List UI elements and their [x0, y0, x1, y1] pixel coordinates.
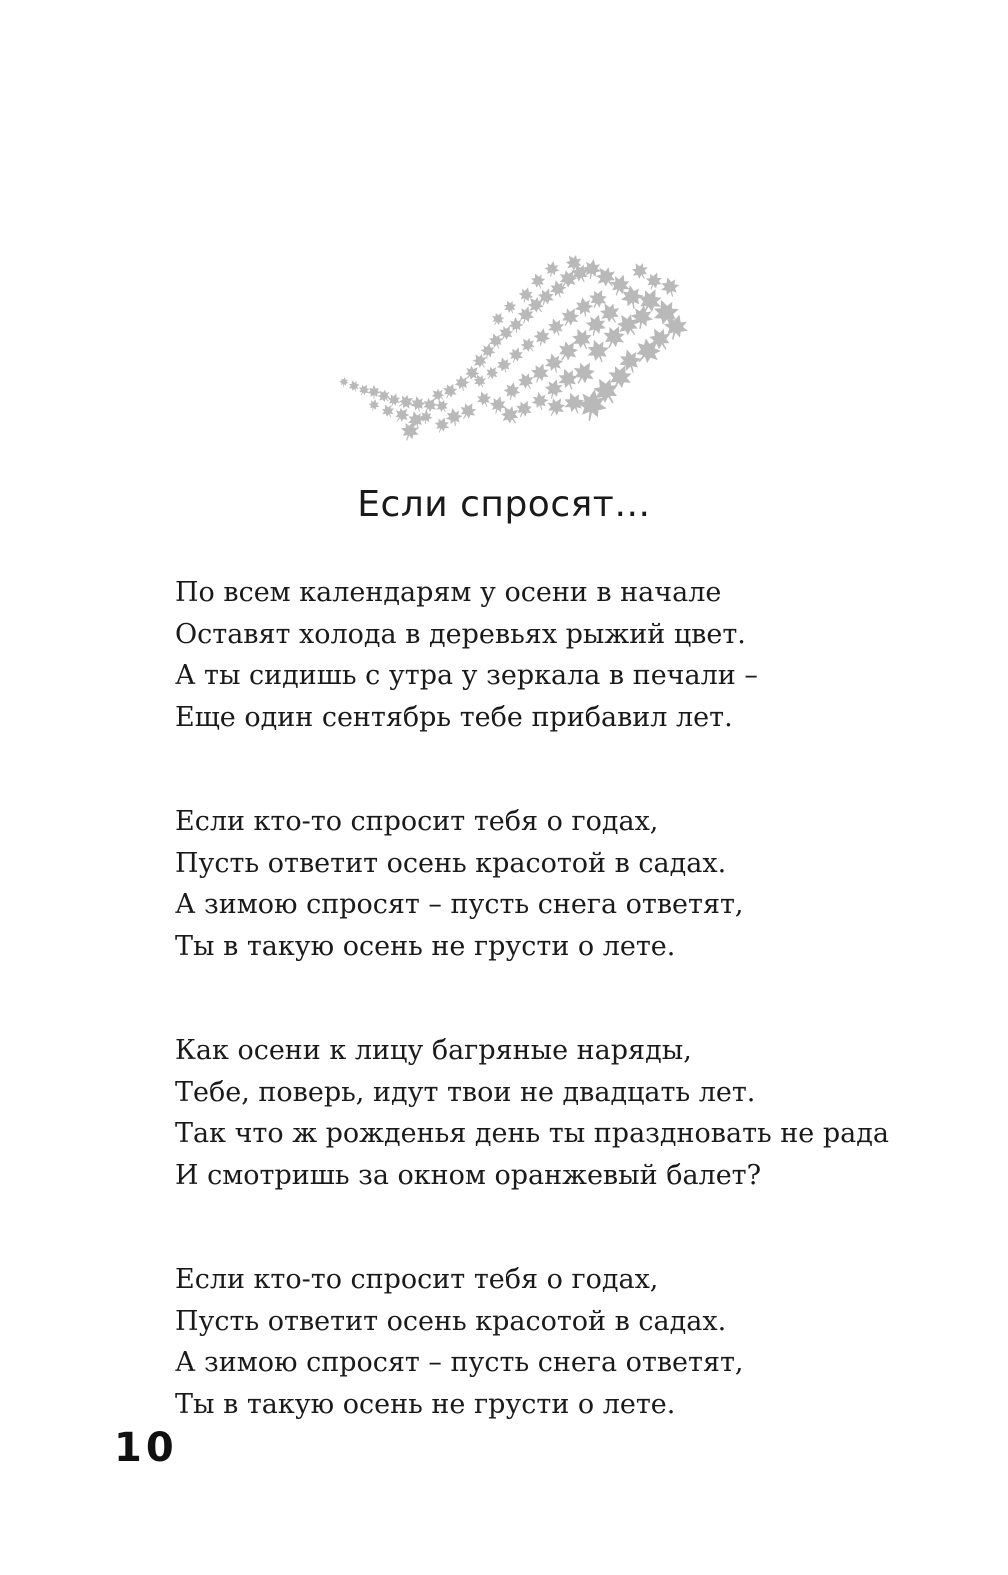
leaf-icon	[501, 298, 519, 316]
poem-body	[175, 572, 975, 1488]
stanza	[175, 1030, 975, 1196]
leaf-icon	[658, 275, 682, 299]
poem-line: Если кто-то спросит тебя о годах,	[175, 806, 659, 837]
leaf-icon	[495, 355, 514, 374]
poem-line: Если кто-то спросит тебя о годах,	[175, 1264, 659, 1295]
leaf-icon	[338, 376, 349, 387]
leaf-icon	[502, 381, 522, 402]
poem-line: Как осени к лицу багряные наряды,	[175, 1035, 692, 1066]
falling-leaves-icon	[330, 255, 690, 445]
poem-line: Ты в такую осень не грусти о лете.	[175, 1388, 676, 1420]
leaf-icon	[530, 391, 550, 412]
poem-line: И смотришь за окном оранжевый балет?	[175, 1159, 762, 1191]
poem-line: Оставят холода в деревьях рыжий цвет.	[175, 618, 746, 650]
poem-line: Ты в такую осень не грусти о лете.	[175, 930, 676, 962]
poem-line: Пусть ответит осень красотой в садах.	[175, 1305, 727, 1337]
page-number: 10	[114, 1425, 178, 1471]
poem-line: Еще один сентябрь тебе прибавил лет.	[175, 701, 733, 733]
leaf-icon	[347, 378, 362, 393]
poem-line: Так что ж рожденья день ты праздновать не рада	[175, 1118, 889, 1149]
leaf-icon	[379, 402, 397, 420]
leaf-icon	[367, 385, 380, 399]
leaf-icon	[474, 389, 494, 409]
leaf-icon	[568, 357, 600, 389]
poem-line: А зимою спросят – пусть снега ответят,	[175, 1347, 744, 1378]
stanza	[175, 1259, 975, 1425]
leaf-icon	[643, 270, 665, 293]
poem-title: Если спросят…	[357, 484, 651, 525]
poem-line: А зимою спросят – пусть снега ответят,	[175, 889, 744, 920]
leaf-icon	[489, 310, 508, 329]
leaf-icon	[543, 260, 561, 278]
poem-line: По всем календарям у осени в начале	[175, 577, 722, 608]
poem-line: Тебе, поверь, идут твои не двадцать лет.	[175, 1076, 756, 1108]
stanza	[175, 801, 975, 967]
leaf-icon	[506, 345, 526, 365]
poem-line: А ты сидишь с утра у зеркала в печали –	[175, 660, 758, 691]
leaf-icon	[456, 399, 480, 423]
leaf-icon	[367, 398, 381, 413]
poem-line: Пусть ответит осень красотой в садах.	[175, 847, 727, 879]
stanza	[175, 572, 975, 738]
leaf-icon	[528, 271, 548, 291]
